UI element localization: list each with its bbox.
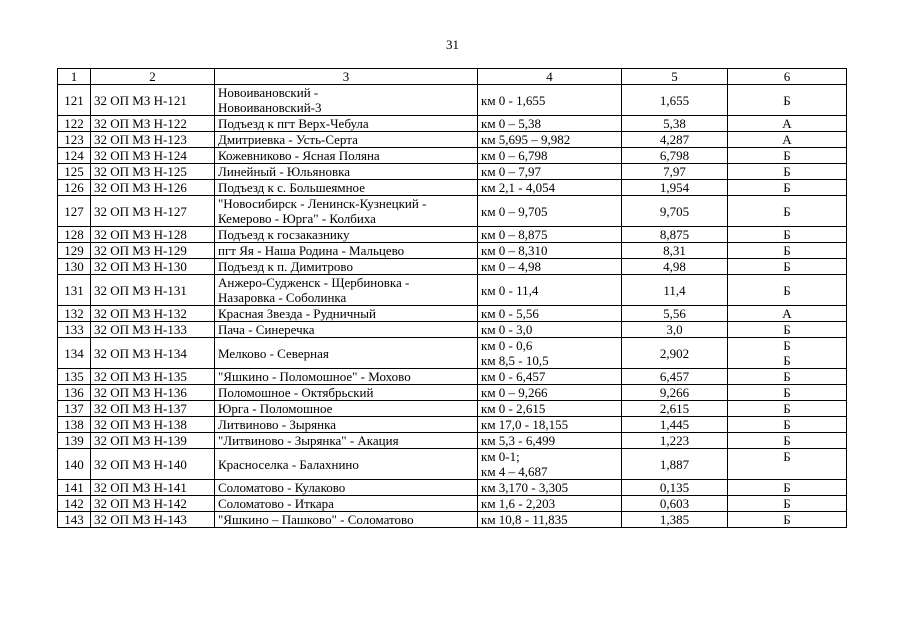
roads-table: [57, 68, 847, 528]
road-name-cell-line: Подъезд к пгт Верх-Чебула: [218, 116, 369, 131]
km-range-cell-line: км 0 - 1,655: [481, 92, 546, 108]
road-code-cell: 32 ОП МЗ Н-122: [91, 116, 215, 132]
km-range-cell-line: км 0 - 3,0: [481, 322, 533, 337]
category-cell-line: Б: [783, 322, 791, 337]
road-name-cell: [215, 85, 478, 116]
road-name-cell-line: Подъезд к с. Большеямное: [218, 180, 365, 195]
road-name-cell: [215, 132, 478, 148]
category-cell: [728, 480, 847, 496]
row-number-cell: 123: [58, 132, 91, 148]
km-range-cell-line: км 0 – 4,98: [481, 259, 542, 274]
length-cell: 9,705: [622, 196, 728, 227]
row-number-cell: 126: [58, 180, 91, 196]
table-row: [58, 338, 847, 369]
category-cell-line: Б: [783, 203, 791, 219]
length-cell: 1,655: [622, 85, 728, 116]
road-name-cell-line: Анжеро-Судженск - Щербиновка -: [218, 275, 410, 290]
category-cell-line: Б: [783, 227, 791, 242]
road-name-cell: [215, 243, 478, 259]
header-cell: 5: [622, 69, 728, 85]
category-cell: [728, 180, 847, 196]
table-row: [58, 449, 847, 480]
road-name-cell-line: Кемерово - Юрга" - Колбиха: [218, 211, 376, 226]
km-range-cell-line: км 0 - 6,457: [481, 369, 546, 384]
road-name-cell: [215, 449, 478, 480]
km-range-cell: [478, 243, 622, 259]
length-cell: 1,385: [622, 512, 728, 528]
row-number-cell: 142: [58, 496, 91, 512]
road-name-cell-line: Красноселка - Балахнино: [218, 456, 359, 472]
row-number-cell: 124: [58, 148, 91, 164]
category-cell-line: Б: [783, 243, 791, 258]
road-name-cell-line: пгт Яя - Наша Родина - Мальцево: [218, 243, 405, 258]
road-name-cell: [215, 227, 478, 243]
road-name-cell: [215, 180, 478, 196]
row-number-cell: 140: [58, 449, 91, 480]
road-name-cell: [215, 401, 478, 417]
km-range-cell-line: км 0 - 2,615: [481, 401, 546, 416]
table-row: [58, 512, 847, 528]
table-row: [58, 433, 847, 449]
category-cell: [728, 338, 847, 369]
category-cell: [728, 227, 847, 243]
km-range-cell-line: км 0 - 11,4: [481, 282, 539, 298]
road-name-cell: [215, 385, 478, 401]
road-name-cell-line: Подъезд к п. Димитрово: [218, 259, 353, 274]
road-name-cell: [215, 306, 478, 322]
table-row: [58, 401, 847, 417]
row-number-cell: 136: [58, 385, 91, 401]
length-cell: 6,457: [622, 369, 728, 385]
length-cell: 4,287: [622, 132, 728, 148]
km-range-cell: [478, 306, 622, 322]
road-code-cell: 32 ОП МЗ Н-126: [91, 180, 215, 196]
row-number-cell: 133: [58, 322, 91, 338]
row-number-cell: 130: [58, 259, 91, 275]
table-row: [58, 132, 847, 148]
length-cell: 6,798: [622, 148, 728, 164]
table-row: [58, 227, 847, 243]
category-cell: [728, 259, 847, 275]
road-code-cell: 32 ОП МЗ Н-139: [91, 433, 215, 449]
table-row: [58, 259, 847, 275]
category-cell: [728, 401, 847, 417]
length-cell: 1,445: [622, 417, 728, 433]
road-name-cell: [215, 259, 478, 275]
category-cell-line: Б: [783, 385, 791, 400]
km-range-cell: [478, 385, 622, 401]
row-number-cell: 134: [58, 338, 91, 369]
km-range-cell: [478, 369, 622, 385]
category-cell-line: Б: [783, 512, 791, 527]
table-row: [58, 496, 847, 512]
km-range-cell: [478, 417, 622, 433]
road-code-cell: 32 ОП МЗ Н-132: [91, 306, 215, 322]
header-cell: 1: [58, 69, 91, 85]
km-range-cell-line: км 5,3 - 6,499: [481, 433, 556, 448]
km-range-cell: [478, 227, 622, 243]
km-range-cell: [478, 180, 622, 196]
road-name-cell: [215, 433, 478, 449]
road-name-cell: [215, 417, 478, 433]
category-cell-line: Б: [783, 180, 791, 195]
km-range-cell-line: км 2,1 - 4,054: [481, 180, 556, 195]
category-cell: [728, 449, 847, 480]
km-range-cell: [478, 116, 622, 132]
category-cell: [728, 369, 847, 385]
road-name-cell: [215, 338, 478, 369]
road-name-cell: [215, 496, 478, 512]
row-number-cell: 127: [58, 196, 91, 227]
road-code-cell: 32 ОП МЗ Н-131: [91, 275, 215, 306]
road-name-cell-line: Кожевниково - Ясная Поляна: [218, 148, 380, 163]
km-range-cell: [478, 132, 622, 148]
km-range-cell-line: км 5,695 – 9,982: [481, 132, 571, 147]
road-code-cell: 32 ОП МЗ Н-137: [91, 401, 215, 417]
length-cell: 8,875: [622, 227, 728, 243]
length-cell: 9,266: [622, 385, 728, 401]
road-name-cell: [215, 480, 478, 496]
road-code-cell: 32 ОП МЗ Н-121: [91, 85, 215, 116]
road-name-cell-line: Соломатово - Иткара: [218, 496, 334, 511]
row-number-cell: 132: [58, 306, 91, 322]
road-name-cell-line: Поломошное - Октябрьский: [218, 385, 374, 400]
category-cell: [728, 385, 847, 401]
category-cell-line: Б: [783, 369, 791, 384]
row-number-cell: 129: [58, 243, 91, 259]
road-name-cell-line: Юрга - Поломошное: [218, 401, 333, 416]
table-row: [58, 85, 847, 116]
road-code-cell: 32 ОП МЗ Н-128: [91, 227, 215, 243]
table-row: [58, 243, 847, 259]
category-cell: [728, 132, 847, 148]
road-name-cell-line: Дмитриевка - Усть-Серта: [218, 132, 358, 147]
header-cell: 4: [478, 69, 622, 85]
category-cell-line: Б: [783, 401, 791, 416]
category-cell: [728, 417, 847, 433]
row-number-cell: 138: [58, 417, 91, 433]
road-code-cell: 32 ОП МЗ Н-134: [91, 338, 215, 369]
category-cell: [728, 306, 847, 322]
road-name-cell-line: Пача - Синеречка: [218, 322, 315, 337]
km-range-cell-line: км 0 – 9,705: [481, 203, 548, 219]
category-cell: [728, 164, 847, 180]
category-cell-line: А: [782, 306, 792, 321]
row-number-cell: 139: [58, 433, 91, 449]
table-row: [58, 480, 847, 496]
road-code-cell: 32 ОП МЗ Н-133: [91, 322, 215, 338]
road-name-cell-line: "Литвиново - Зырянка" - Акация: [218, 433, 399, 448]
category-cell-line: Б: [783, 433, 791, 448]
km-range-cell-line: км 0 – 8,310: [481, 243, 548, 258]
length-cell: 1,223: [622, 433, 728, 449]
table-row: [58, 275, 847, 306]
table-row: [58, 164, 847, 180]
road-name-cell-line: Соломатово - Кулаково: [218, 480, 346, 495]
length-cell: 8,31: [622, 243, 728, 259]
category-cell: [728, 322, 847, 338]
road-code-cell: 32 ОП МЗ Н-143: [91, 512, 215, 528]
road-name-cell: [215, 164, 478, 180]
length-cell: 1,887: [622, 449, 728, 480]
road-name-cell: [215, 322, 478, 338]
road-name-cell-line: Красная Звезда - Рудничный: [218, 306, 376, 321]
row-number-cell: 131: [58, 275, 91, 306]
km-range-cell-line: км 0 – 7,97: [481, 164, 542, 179]
category-cell-line: Б: [783, 449, 791, 464]
table-row: [58, 116, 847, 132]
road-name-cell-line: Подъезд к госзаказнику: [218, 227, 350, 242]
header-cell: 6: [728, 69, 847, 85]
km-range-cell-line: км 3,170 - 3,305: [481, 480, 569, 495]
km-range-cell-line: км 0 - 0,6: [481, 338, 533, 353]
road-name-cell: [215, 148, 478, 164]
km-range-cell-line: км 4 – 4,687: [481, 464, 548, 479]
category-cell-line: Б: [783, 148, 791, 163]
road-code-cell: 32 ОП МЗ Н-123: [91, 132, 215, 148]
road-name-cell-line: "Новосибирск - Ленинск-Кузнецкий -: [218, 196, 427, 211]
category-cell: [728, 196, 847, 227]
row-number-cell: 121: [58, 85, 91, 116]
km-range-cell: [478, 512, 622, 528]
km-range-cell: [478, 148, 622, 164]
category-cell: [728, 243, 847, 259]
km-range-cell-line: км 0-1;: [481, 449, 520, 464]
km-range-cell: [478, 449, 622, 480]
row-number-cell: 135: [58, 369, 91, 385]
km-range-cell: [478, 401, 622, 417]
km-range-cell-line: км 0 - 5,56: [481, 306, 539, 321]
road-name-cell: [215, 275, 478, 306]
length-cell: 4,98: [622, 259, 728, 275]
category-cell-line: А: [782, 132, 792, 147]
km-range-cell: [478, 196, 622, 227]
road-name-cell-line: Мелково - Северная: [218, 345, 329, 361]
table-row: [58, 148, 847, 164]
km-range-cell: [478, 85, 622, 116]
table-row: [58, 385, 847, 401]
km-range-cell-line: км 0 – 8,875: [481, 227, 548, 242]
category-cell-line: Б: [783, 164, 791, 179]
length-cell: 2,902: [622, 338, 728, 369]
length-cell: 0,135: [622, 480, 728, 496]
category-cell-line: Б: [783, 259, 791, 274]
length-cell: 3,0: [622, 322, 728, 338]
category-cell: [728, 148, 847, 164]
length-cell: 5,38: [622, 116, 728, 132]
header-cell: 3: [215, 69, 478, 85]
km-range-cell: [478, 322, 622, 338]
km-range-cell: [478, 338, 622, 369]
road-name-cell-line: Линейный - Юльяновка: [218, 164, 351, 179]
road-code-cell: 32 ОП МЗ Н-142: [91, 496, 215, 512]
km-range-cell-line: км 17,0 - 18,155: [481, 417, 569, 432]
road-code-cell: 32 ОП МЗ Н-129: [91, 243, 215, 259]
km-range-cell: [478, 259, 622, 275]
table-row: [58, 306, 847, 322]
table-row: [58, 180, 847, 196]
table-row: [58, 322, 847, 338]
category-cell-line: Б: [783, 353, 791, 368]
page-number: 31: [446, 37, 459, 52]
header-row: [58, 69, 847, 85]
category-cell: [728, 275, 847, 306]
length-cell: 1,954: [622, 180, 728, 196]
length-cell: 5,56: [622, 306, 728, 322]
km-range-cell: [478, 433, 622, 449]
category-cell-line: Б: [783, 92, 791, 108]
category-cell-line: Б: [783, 282, 791, 298]
road-code-cell: 32 ОП МЗ Н-125: [91, 164, 215, 180]
km-range-cell: [478, 480, 622, 496]
category-cell: [728, 433, 847, 449]
road-code-cell: 32 ОП МЗ Н-130: [91, 259, 215, 275]
row-number-cell: 137: [58, 401, 91, 417]
road-name-cell-line: "Яшкино - Поломошное" - Мохово: [218, 369, 411, 384]
road-code-cell: 32 ОП МЗ Н-135: [91, 369, 215, 385]
row-number-cell: 143: [58, 512, 91, 528]
row-number-cell: 141: [58, 480, 91, 496]
category-cell: [728, 85, 847, 116]
km-range-cell: [478, 496, 622, 512]
category-cell-line: А: [782, 116, 792, 131]
header-cell: 2: [91, 69, 215, 85]
road-name-cell-line: "Яшкино – Пашково" - Соломатово: [218, 512, 414, 527]
category-cell-line: Б: [783, 480, 791, 495]
category-cell-line: Б: [783, 338, 791, 353]
row-number-cell: 128: [58, 227, 91, 243]
road-name-cell: [215, 116, 478, 132]
category-cell: [728, 512, 847, 528]
road-code-cell: 32 ОП МЗ Н-136: [91, 385, 215, 401]
category-cell: [728, 116, 847, 132]
length-cell: 7,97: [622, 164, 728, 180]
table-row: [58, 417, 847, 433]
road-name-cell: [215, 196, 478, 227]
km-range-cell-line: км 0 – 9,266: [481, 385, 548, 400]
road-code-cell: 32 ОП МЗ Н-140: [91, 449, 215, 480]
length-cell: 0,603: [622, 496, 728, 512]
km-range-cell-line: км 1,6 - 2,203: [481, 496, 556, 511]
row-number-cell: 125: [58, 164, 91, 180]
road-code-cell: 32 ОП МЗ Н-127: [91, 196, 215, 227]
road-code-cell: 32 ОП МЗ Н-138: [91, 417, 215, 433]
road-name-cell: [215, 369, 478, 385]
row-number-cell: 122: [58, 116, 91, 132]
category-cell-line: Б: [783, 496, 791, 511]
road-name-cell-line: Новоивановский -: [218, 85, 319, 100]
road-name-cell: [215, 512, 478, 528]
category-cell-line: Б: [783, 417, 791, 432]
road-code-cell: 32 ОП МЗ Н-124: [91, 148, 215, 164]
road-name-cell-line: Литвиново - Зырянка: [218, 417, 336, 432]
length-cell: 2,615: [622, 401, 728, 417]
km-range-cell-line: км 8,5 - 10,5: [481, 353, 549, 368]
km-range-cell-line: км 0 – 6,798: [481, 148, 548, 163]
road-name-cell-line: Назаровка - Соболинка: [218, 290, 347, 305]
table-row: [58, 369, 847, 385]
km-range-cell-line: км 10,8 - 11,835: [481, 512, 568, 527]
km-range-cell: [478, 164, 622, 180]
km-range-cell-line: км 0 – 5,38: [481, 116, 542, 131]
road-name-cell-line: Новоивановский-3: [218, 100, 322, 115]
table-row: [58, 196, 847, 227]
km-range-cell: [478, 275, 622, 306]
road-code-cell: 32 ОП МЗ Н-141: [91, 480, 215, 496]
category-cell: [728, 496, 847, 512]
length-cell: 11,4: [622, 275, 728, 306]
